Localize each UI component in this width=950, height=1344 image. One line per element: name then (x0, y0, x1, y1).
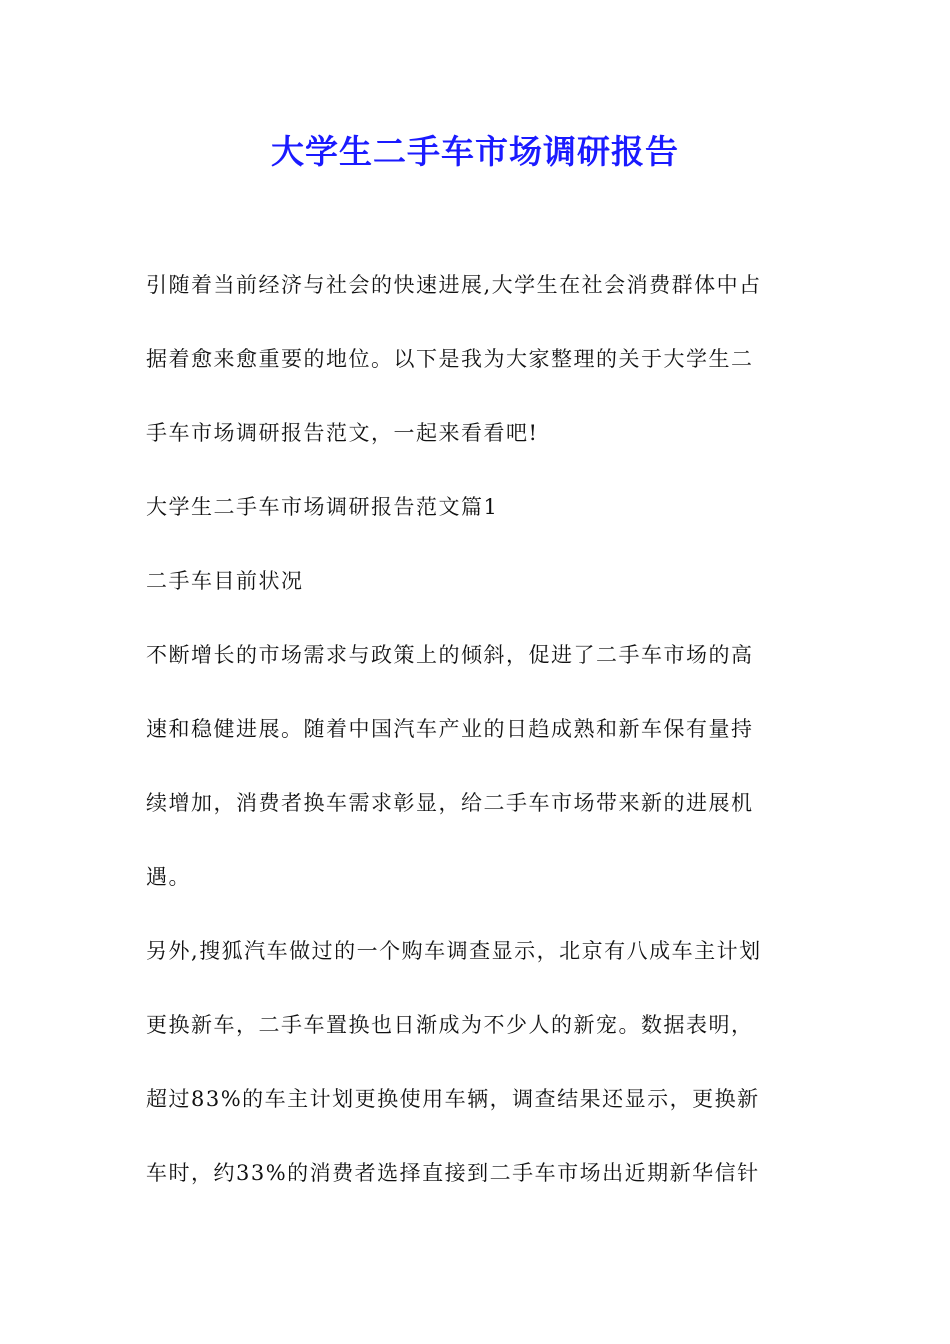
document-body (146, 248, 811, 1210)
text-line: 速和稳健进展。随着中国汽车产业的日趋成熟和新车保有量持 (146, 717, 754, 741)
text-line: 引随着当前经济与社会的快速进展,大学生在社会消费群体中占 (146, 273, 762, 297)
text-line: 车时，约33%的消费者选择直接到二手车市场出近期新华信针 (146, 1161, 760, 1185)
section-heading: 大学生二手车市场调研报告范文篇1 (146, 495, 499, 519)
subsection-heading: 二手车目前状况 (146, 569, 304, 593)
text-line: 手车市场调研报告范文，一起来看看吧! (146, 421, 539, 445)
document-title: 大学生二手车市场调研报告 (271, 132, 679, 171)
text-line: 续增加，消费者换车需求彰显，给二手车市场带来新的进展机 (146, 791, 754, 815)
text-line: 另外,搜狐汽车做过的一个购车调查显示，北京有八成车主计划 (146, 939, 762, 963)
text-line: 超过83%的车主计划更换使用车辆，调查结果还显示，更换新 (146, 1087, 760, 1111)
text-line: 更换新车，二手车置换也日渐成为不少人的新宠。数据表明， (146, 1013, 754, 1037)
text-line: 不断增长的市场需求与政策上的倾斜，促进了二手车市场的高 (146, 643, 754, 667)
text-line: 遇。 (146, 865, 191, 889)
text-line: 据着愈来愈重要的地位。以下是我为大家整理的关于大学生二 (146, 347, 754, 371)
